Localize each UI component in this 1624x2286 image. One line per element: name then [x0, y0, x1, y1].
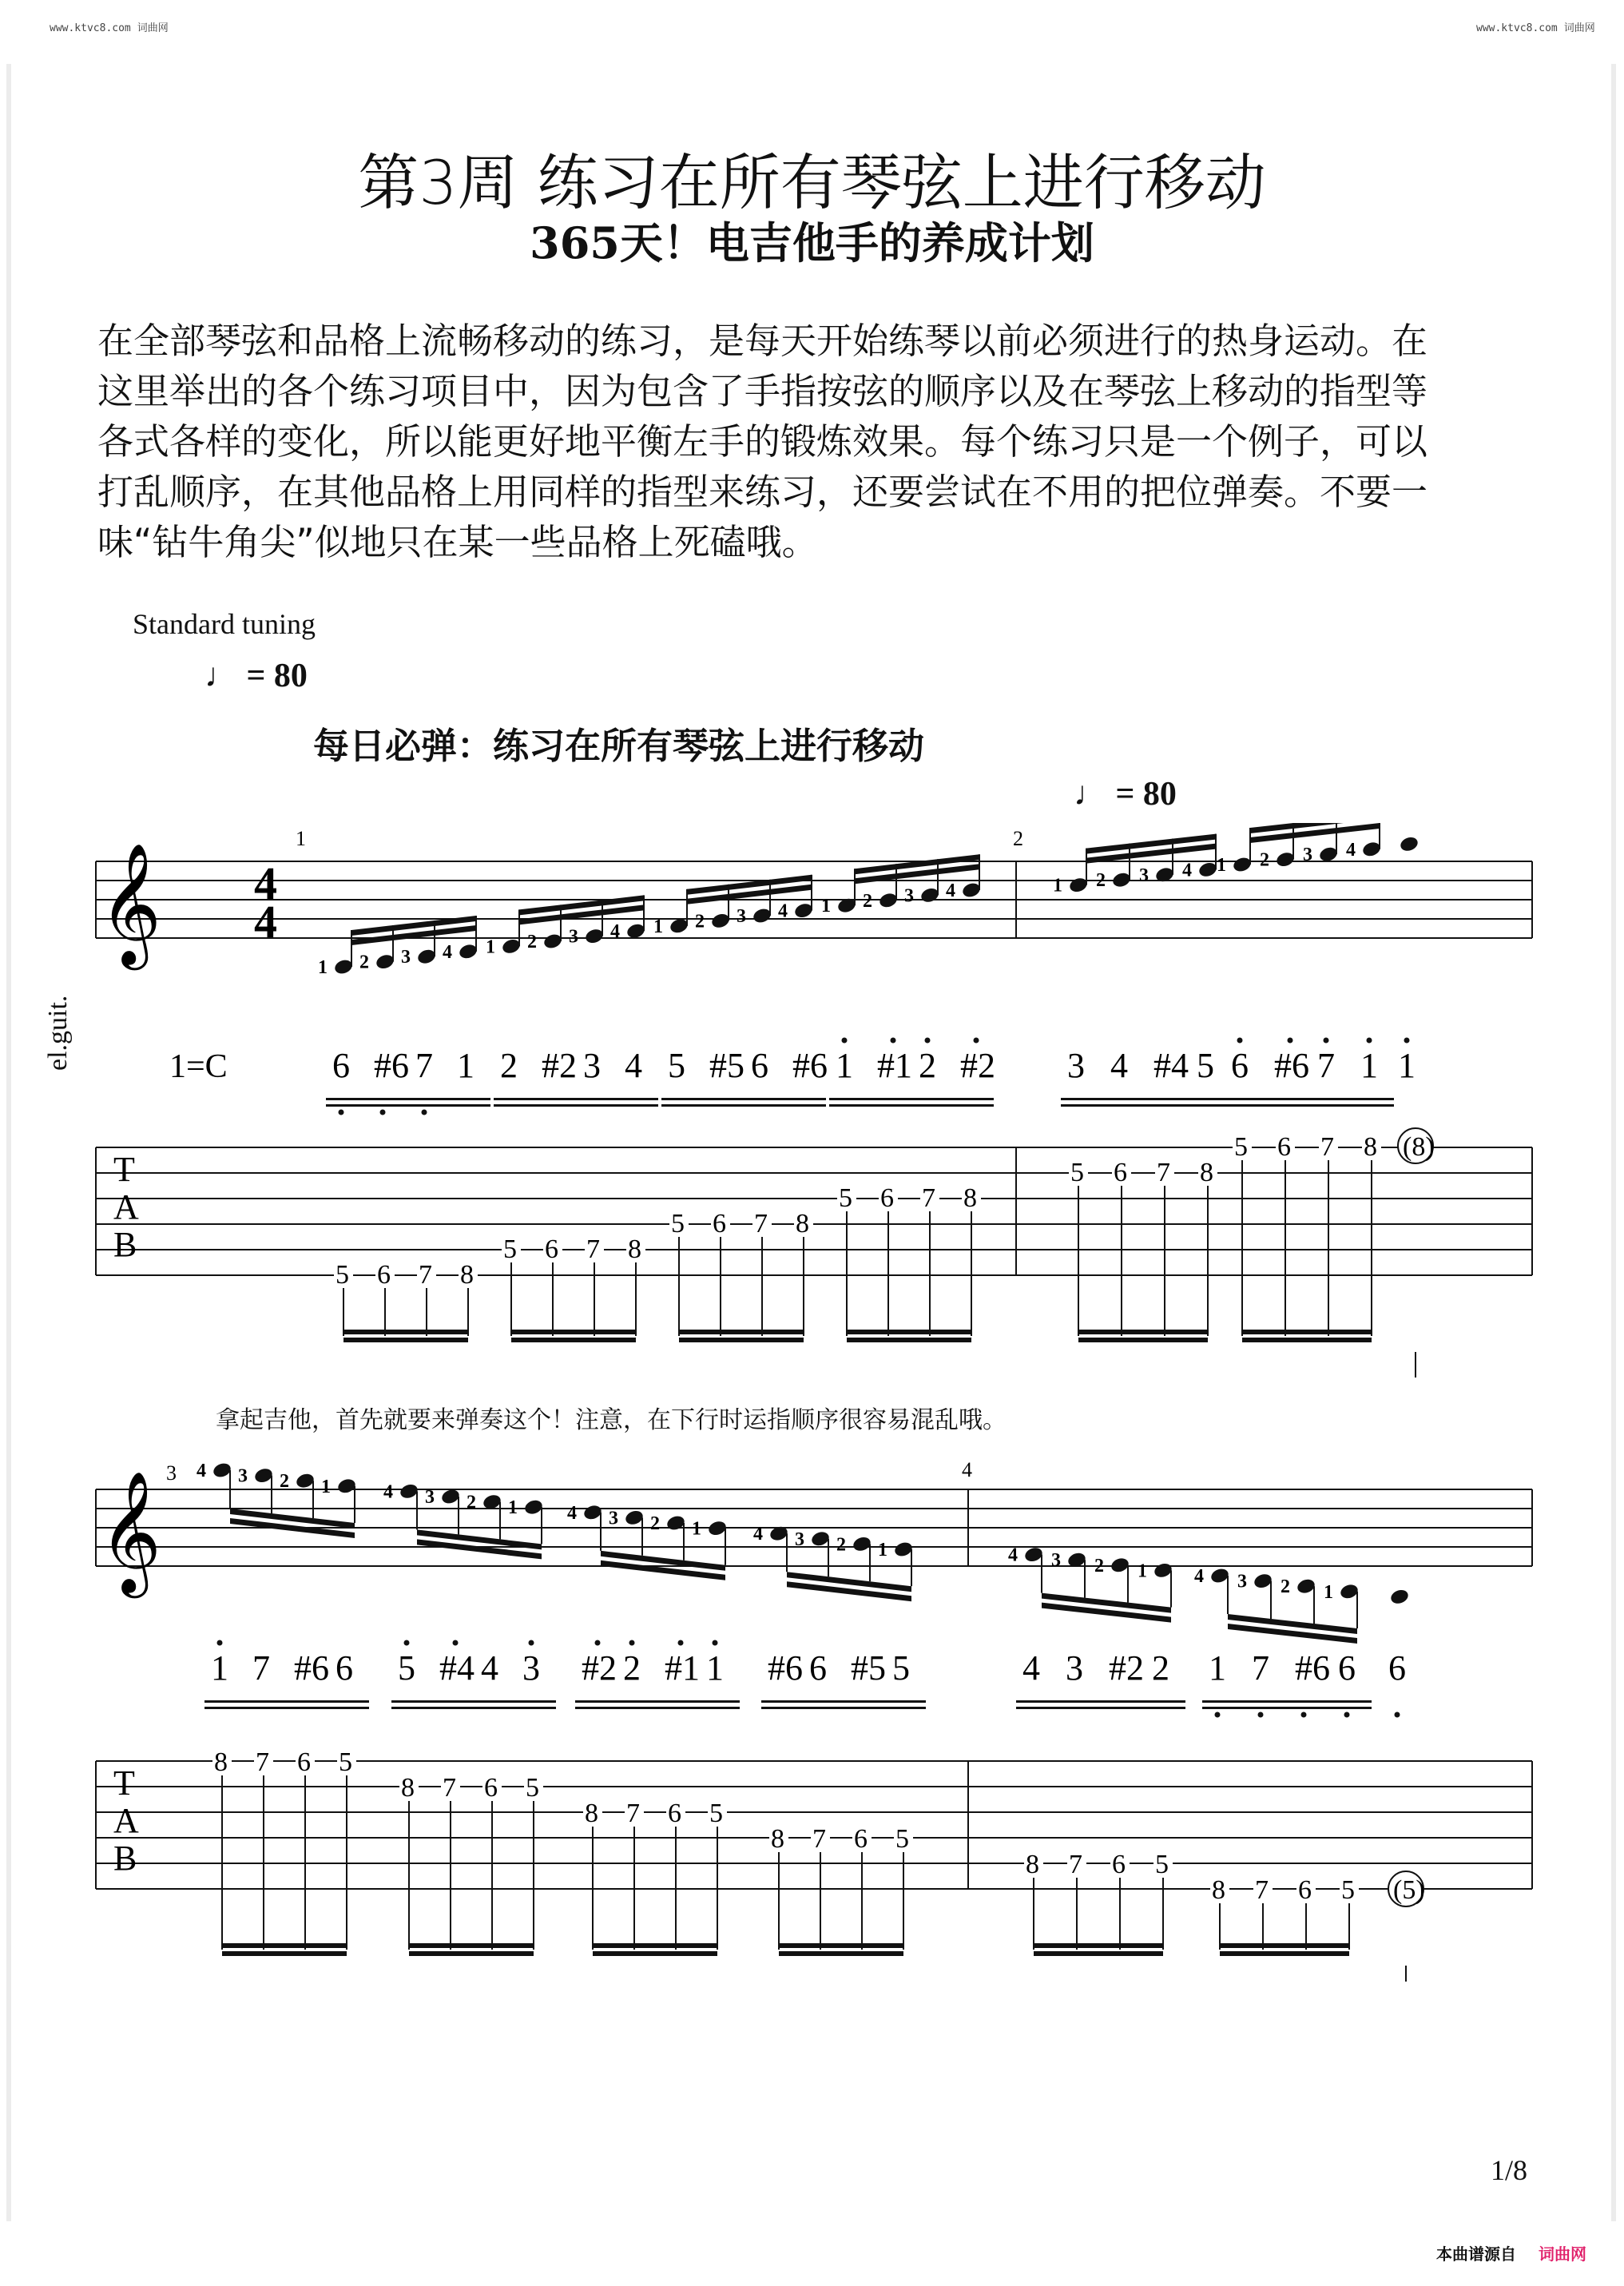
header-left: www.ktvc8.com 词曲网: [50, 22, 169, 34]
s1-jianpu-note: #5: [709, 1046, 744, 1085]
s2-jianpu-note: 5: [892, 1648, 910, 1688]
s1-underline: [494, 1104, 658, 1107]
s2-tab-fret: 7: [1069, 1850, 1082, 1879]
s1-notehead: [1399, 835, 1420, 853]
measure-number-4: 4: [962, 1458, 972, 1481]
s1-octave-dot: [891, 1038, 896, 1044]
s2-tab-beam: [593, 1951, 717, 1956]
s2-octave-dot: [1395, 1712, 1400, 1718]
tempo-mark: [204, 657, 308, 695]
s1-octave-dot: [1404, 1038, 1410, 1044]
s2-tab-fret: 8: [585, 1799, 598, 1828]
s1-tab-beam: [511, 1338, 636, 1342]
s1-tab-beam: [1078, 1338, 1208, 1342]
measure-number-2: 2: [1013, 827, 1023, 850]
s2-tab-fret: 5: [1341, 1875, 1355, 1905]
s1-fingering: 3: [904, 885, 914, 907]
s2-fingering: 2: [650, 1513, 660, 1534]
s2-fingering: 3: [795, 1529, 804, 1550]
s2-tab-beam: [779, 1943, 903, 1948]
s2-jianpu-note: 1: [1209, 1648, 1226, 1688]
s2-jianpu-note: 3: [522, 1648, 540, 1688]
s2-tab-beam: [1034, 1951, 1163, 1956]
s2-jianpu-note: #5: [851, 1648, 886, 1688]
s2-octave-dot: [1344, 1712, 1350, 1718]
s1-fingering: 2: [863, 890, 872, 912]
s1-octave-dot: [1324, 1038, 1329, 1044]
s1-jianpu-note: 1: [1398, 1046, 1416, 1085]
s1-fingering: 4: [1346, 839, 1356, 861]
s1-fingering: 3: [1303, 845, 1312, 866]
s1-jianpu-note: #2: [542, 1046, 577, 1085]
s2-tab-beam: [409, 1943, 534, 1948]
tab-line-1: [334, 1128, 1435, 1378]
s2-notehead: [1389, 1588, 1410, 1606]
tab-clef-t-2: T: [113, 1763, 135, 1803]
time-sig-bottom: 4: [254, 896, 277, 948]
jianpu-line-2: [204, 1640, 1406, 1718]
s2-octave-dot: [529, 1640, 534, 1646]
s1-underline: [1061, 1098, 1230, 1100]
s1-tab-fret: 8: [1364, 1132, 1377, 1162]
s1-tab-fret: 5: [503, 1234, 517, 1264]
page-title: 第3周 练习在所有琴弦上进行移动: [358, 147, 1266, 218]
jianpu-line-1: [326, 1038, 1416, 1115]
page-subtitle: 365天！电吉他手的养成计划: [530, 217, 1094, 268]
s2-tab-fret: 7: [812, 1824, 826, 1854]
s1-underline: [829, 1104, 994, 1107]
s1-jianpu-note: 1: [1360, 1046, 1378, 1085]
s1-tab-fret: 7: [419, 1260, 432, 1290]
intro-paragraph: 在全部琴弦和品格上流畅移动的练习，是每天开始练琴以前必须进行的热身运动。在这里举出的各个练习项目中，因为包含了手指按弦的顺序以及在琴弦上移动的指型等各式各样的变化，所以能更好地平衡左手的锻炼效果。每个练习只是一个例子，可以打乱顺序，在其他品格上用同样的指型来练习，还要尝试在不用的把位弹奏。不要一味“钻牛角尖”似地只在某一些品格上死磕哦。: [97, 320, 1428, 563]
s1-jianpu-note: 2: [500, 1046, 518, 1085]
s2-jianpu-note: 2: [623, 1648, 641, 1688]
s1-tab-beam: [343, 1338, 468, 1342]
s1-jianpu-note: 2: [919, 1046, 936, 1085]
s2-tab-fret: 7: [1255, 1875, 1269, 1905]
s1-underline: [1061, 1104, 1230, 1107]
s2-fingering: 4: [1008, 1545, 1018, 1566]
s2-octave-dot: [453, 1640, 459, 1646]
measure-number-3: 3: [166, 1461, 177, 1485]
s1-jianpu-note: #6: [792, 1046, 828, 1085]
s2-fingering: 1: [1324, 1581, 1333, 1603]
s1-fingering: 4: [946, 881, 955, 901]
s1-fingering: 1: [318, 957, 328, 978]
s1-underline: [494, 1098, 658, 1100]
performance-note: 拿起吉他，首先就要来弹奏这个！注意，在下行时运指顺序很容易混乱哦。: [216, 1406, 1007, 1434]
s1-fingering: 3: [1139, 865, 1149, 886]
s2-tab-fret: 6: [1112, 1850, 1126, 1879]
s1-tab-fret: 6: [377, 1260, 391, 1290]
s2-tab-fret: 5: [709, 1799, 723, 1828]
s2-jianpu-note: 1: [211, 1648, 228, 1688]
s1-tab-fret: 6: [1114, 1158, 1127, 1187]
s2-tab-beam: [222, 1943, 347, 1948]
s1-tab-fret: 6: [713, 1209, 726, 1238]
s2-jianpu-note: #6: [294, 1648, 329, 1688]
s2-jianpu-note: 6: [809, 1648, 827, 1688]
s1-tab-fret: 8: [460, 1260, 474, 1290]
s1-jianpu-note: 3: [1067, 1046, 1085, 1085]
s2-jianpu-note: 7: [252, 1648, 270, 1688]
s1-tab-beam: [1242, 1338, 1372, 1342]
s1-tab-fret: 8: [628, 1234, 641, 1264]
s1-tab-fret: 5: [839, 1183, 852, 1213]
s1-fingering: 1: [821, 896, 831, 917]
s1-tab-fret: 8: [796, 1209, 809, 1238]
s1-underline: [661, 1104, 826, 1107]
s2-tab-fret: 8: [401, 1773, 415, 1803]
system-1: [0, 823, 1624, 1382]
s2-jianpu-note: #6: [768, 1648, 803, 1688]
s2-fingering: 3: [1237, 1571, 1247, 1592]
s2-jianpu-note: 2: [1152, 1648, 1169, 1688]
s1-jianpu-note: #4: [1153, 1046, 1189, 1085]
s1-tab-fret: 6: [1277, 1132, 1291, 1162]
treble-clef-icon-2: 𝄞: [99, 1473, 162, 1591]
s2-jianpu-note: 6: [336, 1648, 353, 1688]
s2-tab-beam: [779, 1951, 903, 1956]
s1-octave-dot: [339, 1110, 344, 1115]
s1-tab-fret: 7: [922, 1183, 935, 1213]
s2-tab-beam: [1220, 1951, 1349, 1956]
instrument-label: el.guit.: [43, 995, 73, 1071]
tab-line-2: [212, 1747, 1425, 1982]
s2-underline: [761, 1707, 926, 1709]
s1-fingering: 1: [1053, 875, 1062, 897]
s1-fingering: 1: [486, 936, 495, 958]
s2-jianpu-note: 4: [1022, 1648, 1040, 1688]
measure-number-1: 1: [296, 827, 306, 850]
tempo-mark-2: [1074, 775, 1177, 813]
s2-tab-fret: 5: [339, 1747, 352, 1777]
s1-tab-fret: 7: [1320, 1132, 1334, 1162]
s2-tab-fret: 5: [895, 1824, 909, 1854]
s2-underline: [1016, 1707, 1185, 1709]
s2-fingering: 1: [508, 1497, 518, 1519]
s2-jianpu-note: 1: [706, 1648, 724, 1688]
s2-tab-fret: 7: [626, 1799, 640, 1828]
s1-octave-dot: [974, 1038, 979, 1044]
s1-octave-dot: [842, 1038, 848, 1044]
s1-fingering: 1: [1217, 855, 1226, 876]
s1-jianpu-note: 1: [457, 1046, 474, 1085]
s1-jianpu-note: 7: [415, 1046, 433, 1085]
s2-tab-fret: 6: [297, 1747, 311, 1777]
s1-jianpu-note: #6: [374, 1046, 409, 1085]
s2-octave-dot: [1301, 1712, 1307, 1718]
quarter-note-icon: ♩: [204, 658, 238, 694]
footer-source: 本曲谱源自: [1436, 2244, 1516, 2264]
s2-fingering: 4: [753, 1524, 763, 1545]
s1-fingering: 3: [569, 926, 578, 948]
tab-staff-1: [96, 1147, 1532, 1275]
s1-fingering: 4: [610, 921, 620, 943]
s2-tab-beam: [222, 1951, 347, 1956]
s2-tab-fret: 5: [1155, 1850, 1169, 1879]
s2-jianpu-note: #1: [665, 1648, 700, 1688]
quarter-note-icon: ♩: [1074, 776, 1107, 813]
s1-underline: [326, 1098, 490, 1100]
s1-tab-beam: [343, 1330, 468, 1334]
s1-underline: [1225, 1104, 1394, 1107]
s2-fingering: 4: [567, 1502, 577, 1524]
s1-jianpu-note: 5: [1197, 1046, 1214, 1085]
s1-jianpu-note: 7: [1317, 1046, 1335, 1085]
s1-underline: [1225, 1098, 1394, 1100]
s1-tab-fret: 8: [1200, 1158, 1213, 1187]
s2-fingering: 1: [1138, 1560, 1147, 1582]
s2-underline: [391, 1700, 556, 1703]
s2-jianpu-note: 7: [1252, 1648, 1269, 1688]
s2-underline: [204, 1707, 369, 1709]
s2-underline: [1202, 1707, 1372, 1709]
s2-fingering: 4: [383, 1481, 393, 1503]
s2-jianpu-note: 5: [398, 1648, 415, 1688]
s1-jianpu-note: 6: [332, 1046, 350, 1085]
s1-jianpu-note: #2: [960, 1046, 995, 1085]
s1-octave-dot: [422, 1110, 427, 1115]
s2-tab-beam: [409, 1951, 534, 1956]
s2-tab-fret: 7: [256, 1747, 269, 1777]
s1-tab-fret: 6: [545, 1234, 558, 1264]
s1-fingering: 2: [1260, 849, 1269, 871]
s2-underline: [204, 1700, 369, 1703]
s1-jianpu-note: 6: [751, 1046, 768, 1085]
s2-tab-fret: (5): [1393, 1875, 1425, 1905]
s1-jianpu-note: 4: [625, 1046, 642, 1085]
s2-underline: [761, 1700, 926, 1703]
s1-underline: [661, 1098, 826, 1100]
staff-1: [96, 861, 1532, 938]
s1-fingering: 4: [1182, 860, 1192, 881]
s1-fingering: 2: [695, 911, 705, 932]
s2-fingering: 4: [197, 1461, 206, 1481]
tab-clef-b: B: [113, 1225, 137, 1264]
s2-jianpu-note: 4: [481, 1648, 498, 1688]
tab-clef-a-2: A: [113, 1801, 139, 1840]
s1-underline: [829, 1098, 994, 1100]
s2-tab-fret: 8: [771, 1824, 784, 1854]
s1-fingering: 1: [653, 916, 663, 937]
s2-tab-beam: [1034, 1943, 1163, 1948]
tab-clef-t: T: [113, 1150, 135, 1189]
s2-octave-dot: [678, 1640, 684, 1646]
s2-tab-fret: 8: [1212, 1875, 1225, 1905]
page-number: 1/8: [1491, 2154, 1528, 2186]
s2-fingering: 3: [238, 1465, 248, 1487]
tab-clef-a: A: [113, 1187, 139, 1226]
tab-clef-b-2: B: [113, 1839, 137, 1878]
treble-clef-icon: 𝄞: [99, 845, 162, 963]
s2-underline: [575, 1700, 740, 1703]
s2-tab-fret: 8: [214, 1747, 228, 1777]
s1-jianpu-note: 3: [583, 1046, 601, 1085]
s2-fingering: 3: [1051, 1550, 1061, 1572]
s1-tab-fret: 5: [1070, 1158, 1084, 1187]
s1-octave-dot: [1237, 1038, 1243, 1044]
exercise-title: 每日必弹：练习在所有琴弦上进行移动: [313, 725, 925, 767]
s1-tab-beam: [1242, 1330, 1372, 1334]
s2-octave-dot: [713, 1640, 718, 1646]
s2-underline: [1202, 1700, 1372, 1703]
s2-fingering: 4: [1194, 1566, 1204, 1587]
s1-octave-dot: [380, 1110, 386, 1115]
s1-octave-dot: [1288, 1038, 1293, 1044]
s2-tab-fret: 8: [1026, 1850, 1039, 1879]
s1-fingering: 3: [737, 906, 746, 927]
s2-octave-dot: [629, 1640, 635, 1646]
s2-tab-fret: 6: [854, 1824, 868, 1854]
s1-tab-beam: [847, 1338, 971, 1342]
s1-tab-fret: 7: [754, 1209, 768, 1238]
s2-tab-fret: 6: [668, 1799, 681, 1828]
tuning-label: Standard tuning: [133, 608, 316, 640]
s2-tab-fret: 5: [526, 1773, 539, 1803]
s2-fingering: 3: [425, 1487, 435, 1508]
s2-fingering: 2: [1281, 1576, 1290, 1598]
s1-jianpu-note: 5: [668, 1046, 685, 1085]
s2-tab-beam: [593, 1943, 717, 1948]
footer-credit: [1436, 2241, 1586, 2264]
s1-jianpu-note: 1: [836, 1046, 853, 1085]
s2-tab-fret: 6: [1298, 1875, 1312, 1905]
s1-jianpu-note: #1: [877, 1046, 912, 1085]
tempo-value-2: = 80: [1115, 776, 1177, 813]
s1-fingering: 4: [778, 900, 788, 922]
s1-fingering: 2: [527, 932, 537, 952]
s1-tab-fret: 7: [586, 1234, 600, 1264]
s2-underline: [1016, 1700, 1185, 1703]
s2-jianpu-note: 6: [1388, 1648, 1406, 1688]
time-sig-top: 4: [254, 857, 277, 909]
s2-fingering: 1: [321, 1476, 331, 1497]
s1-fingering: 4: [443, 941, 452, 963]
s2-jianpu-note: #2: [582, 1648, 617, 1688]
s2-jianpu-note: #4: [439, 1648, 474, 1688]
s2-octave-dot: [1258, 1712, 1264, 1718]
s2-jianpu-note: 3: [1066, 1648, 1083, 1688]
tempo-value: = 80: [246, 658, 308, 694]
s2-octave-dot: [1215, 1712, 1221, 1718]
s1-tab-beam: [1078, 1330, 1208, 1334]
s2-fingering: 2: [1094, 1555, 1104, 1576]
s1-tab-fret: 5: [671, 1209, 685, 1238]
s1-tab-beam: [847, 1330, 971, 1334]
s2-underline: [391, 1707, 556, 1709]
s2-fingering: 2: [467, 1492, 476, 1513]
s2-tab-beam: [1220, 1943, 1349, 1948]
header-right: www.ktvc8.com 词曲网: [1476, 22, 1595, 34]
footer-site: 词曲网: [1539, 2244, 1586, 2264]
s2-octave-dot: [217, 1640, 223, 1646]
s1-tab-fret: 5: [336, 1260, 349, 1290]
s1-fingering: 2: [1096, 870, 1106, 892]
s1-tab-fret: 6: [880, 1183, 894, 1213]
s1-tab-fret: (8): [1403, 1132, 1435, 1162]
s2-octave-dot: [404, 1640, 410, 1646]
s2-fingering: 3: [609, 1508, 618, 1529]
s1-tab-beam: [511, 1330, 636, 1334]
s1-tab-fret: 5: [1234, 1132, 1248, 1162]
s1-jianpu-note: 4: [1110, 1046, 1128, 1085]
s1-jianpu-note: #6: [1274, 1046, 1309, 1085]
s2-fingering: 1: [878, 1540, 887, 1560]
s2-tab-fret: 6: [484, 1773, 498, 1803]
s1-octave-dot: [925, 1038, 931, 1044]
s1-tab-fret: 8: [963, 1183, 977, 1213]
s2-fingering: 2: [280, 1471, 289, 1493]
s1-octave-dot: [1367, 1038, 1372, 1044]
s2-tab-fret: 7: [443, 1773, 456, 1803]
s2-jianpu-note: #2: [1109, 1648, 1144, 1688]
s1-tab-fret: 7: [1157, 1158, 1170, 1187]
key-signature: 1=C: [169, 1048, 228, 1085]
system-2: [0, 1438, 1624, 1982]
s1-jianpu-note: 6: [1231, 1046, 1249, 1085]
s2-jianpu-note: 6: [1338, 1648, 1356, 1688]
s2-octave-dot: [595, 1640, 601, 1646]
s2-fingering: 1: [692, 1518, 701, 1540]
s2-jianpu-note: #6: [1295, 1648, 1330, 1688]
s1-fingering: 2: [359, 952, 369, 973]
s1-fingering: 3: [401, 947, 411, 968]
s1-underline: [326, 1104, 490, 1107]
s2-underline: [575, 1707, 740, 1709]
staff-2-notes: [197, 1461, 1410, 1644]
s2-fingering: 2: [836, 1534, 846, 1556]
s1-tab-beam: [679, 1338, 804, 1342]
s1-tab-beam: [679, 1330, 804, 1334]
